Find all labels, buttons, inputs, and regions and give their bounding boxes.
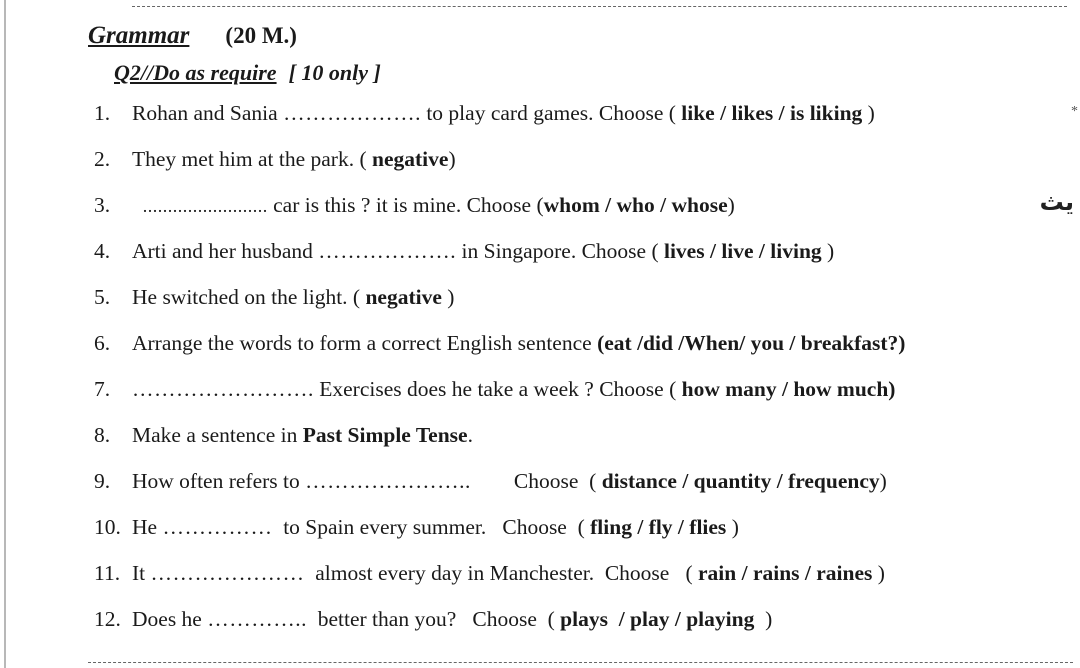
question-text: He switched on the light. (: [132, 285, 366, 309]
question-item-7: [94, 376, 895, 402]
question-item-2: [94, 146, 456, 172]
answer-blank: ……………….: [318, 239, 457, 263]
question-item-6: [94, 330, 905, 356]
page-left-border: [4, 0, 6, 668]
question-text: .: [467, 423, 473, 447]
answer-blank: ……………: [162, 515, 273, 539]
question-text: Exercises does he take a week ? Choose (: [313, 377, 682, 401]
question-item-1: [94, 100, 875, 126]
question-text: ): [441, 285, 455, 309]
answer-options: how many / how much): [681, 377, 896, 401]
question-text: They met him at the park. (: [132, 147, 373, 171]
answer-options: negative: [372, 147, 449, 171]
question-heading: [114, 60, 381, 86]
question-number: 5.: [94, 285, 111, 309]
question-text: It: [132, 561, 151, 585]
answer-options: distance / quantity / frequency: [601, 469, 880, 493]
question-text: almost every day in Manchester. Choose (: [304, 561, 698, 585]
question-number: 3.: [94, 193, 111, 217]
question-item-12: [94, 606, 772, 632]
answer-options: negative: [365, 285, 442, 309]
question-text: How often refers to: [132, 469, 306, 493]
question-text: ): [727, 193, 735, 217]
question-text: Make a sentence in: [132, 423, 303, 447]
answer-blank: …………………….: [132, 377, 314, 401]
question-text: Rohan and Sania: [132, 101, 284, 125]
section-marks: (20 M.): [225, 23, 297, 48]
question-text: Does he: [132, 607, 208, 631]
answer-options: rain / rains / raines: [698, 561, 873, 585]
question-text: He: [132, 515, 163, 539]
question-note: [ 10 only ]: [288, 60, 381, 85]
question-item-3: [94, 192, 735, 219]
question-item-4: [94, 238, 834, 264]
question-label: Q2//Do as require: [114, 60, 277, 85]
answer-options: lives / live / living: [663, 239, 822, 263]
question-number: 7.: [94, 377, 111, 401]
margin-mark: *: [1071, 104, 1078, 119]
question-number: 1.: [94, 101, 111, 125]
question-text: ): [726, 515, 739, 539]
question-item-5: [94, 284, 454, 310]
question-text: ): [872, 561, 885, 585]
answer-blank: …………………..: [305, 469, 471, 493]
answer-blank: ……………….: [283, 101, 421, 125]
answer-options: whom / who / whose: [543, 193, 728, 217]
answer-options: Past Simple Tense: [302, 423, 468, 447]
question-number: 4.: [94, 239, 111, 263]
question-text: in Singapore. Choose (: [456, 239, 664, 263]
question-text: ): [862, 101, 875, 125]
answer-blank: …………………: [150, 561, 305, 585]
question-text: car is this ? it is mine. Choose (: [267, 193, 544, 217]
question-number: 9.: [94, 469, 111, 493]
question-text: ): [879, 469, 887, 493]
question-number: 11.: [94, 561, 121, 585]
question-item-9: [94, 468, 887, 494]
answer-options: fling / fly / flies: [590, 515, 727, 539]
question-number: 6.: [94, 331, 111, 355]
question-number: 12.: [94, 607, 121, 631]
answer-blank: …………..: [207, 607, 307, 631]
answer-options: plays / play / playing: [560, 607, 755, 631]
question-item-10: [94, 514, 739, 540]
question-text: to Spain every summer. Choose (: [272, 515, 591, 539]
question-text: Arrange the words to form a correct English sentence: [132, 331, 598, 355]
question-number: 10.: [94, 515, 121, 539]
bottom-dashed-divider: [88, 662, 1073, 663]
top-dashed-divider: [132, 6, 1067, 7]
question-text: better than you? Choose (: [306, 607, 561, 631]
margin-arabic-text: يث: [1039, 188, 1074, 216]
answer-blank: .........................: [142, 196, 268, 216]
question-item-11: [94, 560, 885, 586]
section-header: [88, 22, 297, 50]
question-item-8: [94, 422, 473, 448]
question-text: ): [821, 239, 835, 263]
question-text: Choose (: [470, 469, 602, 493]
question-number: 2.: [94, 147, 111, 171]
question-text: ): [754, 607, 773, 631]
section-title: Grammar: [88, 22, 190, 49]
question-text: ): [448, 147, 456, 171]
question-text: Arti and her husband: [132, 239, 319, 263]
question-number: 8.: [94, 423, 111, 447]
answer-options: like / likes / is liking: [681, 101, 863, 125]
question-text: [132, 193, 143, 217]
question-text: to play card games. Choose (: [420, 101, 682, 125]
answer-options: (eat /did /When/ you / breakfast?): [597, 331, 906, 355]
